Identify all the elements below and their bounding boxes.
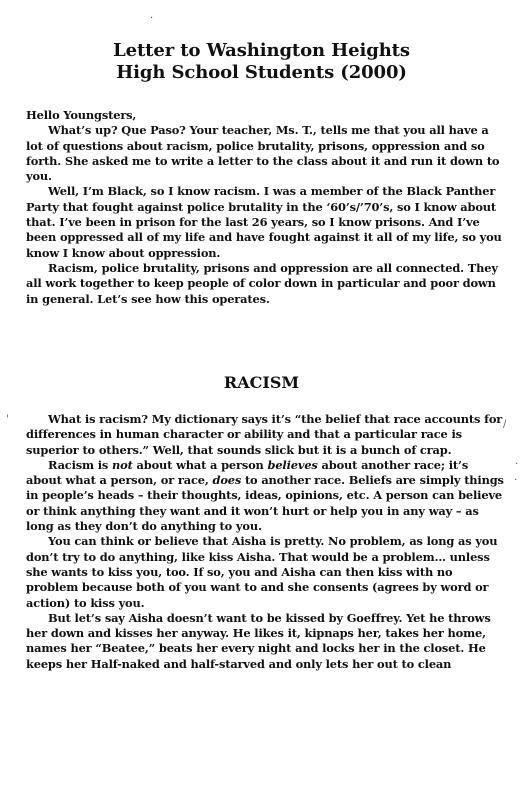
greeting: Hello Youngsters,: [26, 108, 137, 122]
paragraph: [26, 458, 506, 534]
document-title: [0, 40, 523, 84]
text-run: to another race. Beliefs are simply things in people’s heads – their thoughts, ideas, opinions, etc. A person can believe or think anything they want and it won’t hurt or help you in any way – as long as they don’t do anything to you.: [26, 473, 504, 534]
scan-speck: ': [6, 414, 9, 425]
paragraph: Racism, police brutality, prisons and oppression are all connected. They all work together to keep people of color down in particular and poor down in general. Let’s see how this operates.: [26, 260, 498, 306]
scan-speck: ·: [515, 459, 519, 470]
title-line-2: High School Students (2000): [116, 62, 407, 83]
paragraph: What’s up? Que Paso? Your teacher, Ms. T., tells me that you all have a lot of questions about racism, police brutality, prisons, oppression and so forth. She asked me to write a letter to the class about it and run it down to you.: [26, 123, 500, 184]
section-heading-racism: RACISM: [223, 373, 300, 392]
emphasis: does: [212, 473, 242, 488]
text-run: about another race; it’s about what a person, or race,: [26, 457, 469, 488]
text-run: about what a person: [132, 457, 268, 472]
paragraph: But let’s say Aisha doesn’t want to be kissed by Goeffrey. Yet he throws her down and kisses her anyway. He likes it, kipnaps her, takes her home, names her “Beatee,” beats her every night and locks her in the closet. He keeps her Half-naked and half-starved and only lets her out to clean: [26, 610, 491, 671]
scan-speck: ·: [150, 13, 154, 24]
paragraph: Well, I’m Black, so I know racism. I was a member of the Black Panther Party that fought against police brutality in the ‘60’s/’70’s, so I know about that. I’ve been in prison for the last 26 years, so I know prisons. And I’ve been oppressed all of my life and have fought against it all of my life, so you know I know about oppression.: [26, 184, 502, 260]
emphasis: believes: [267, 457, 318, 472]
intro-section: [26, 108, 506, 307]
emphasis: not: [112, 457, 133, 472]
title-line-1: Letter to Washington Heights: [113, 40, 410, 61]
text-run: Racism is: [48, 457, 113, 472]
scan-speck: ·: [514, 475, 518, 486]
paragraph: What is racism? My dictionary says it’s “the belief that race accounts for differences in human character or ability and that a particular race is superior to others.” Well, that sounds slick but it is a bunch of crap.: [26, 412, 503, 457]
scan-speck: /: [503, 419, 507, 430]
racism-section: [26, 412, 506, 672]
paragraph: You can think or believe that Aisha is pretty. No problem, as long as you don’t try to do anything, like kiss Aisha. That would be a problem… unless she wants to kiss you, too. If so, you and Aisha can then kiss with no problem because both of you want to and she consents (agrees by word or action) to kiss you.: [26, 534, 498, 610]
